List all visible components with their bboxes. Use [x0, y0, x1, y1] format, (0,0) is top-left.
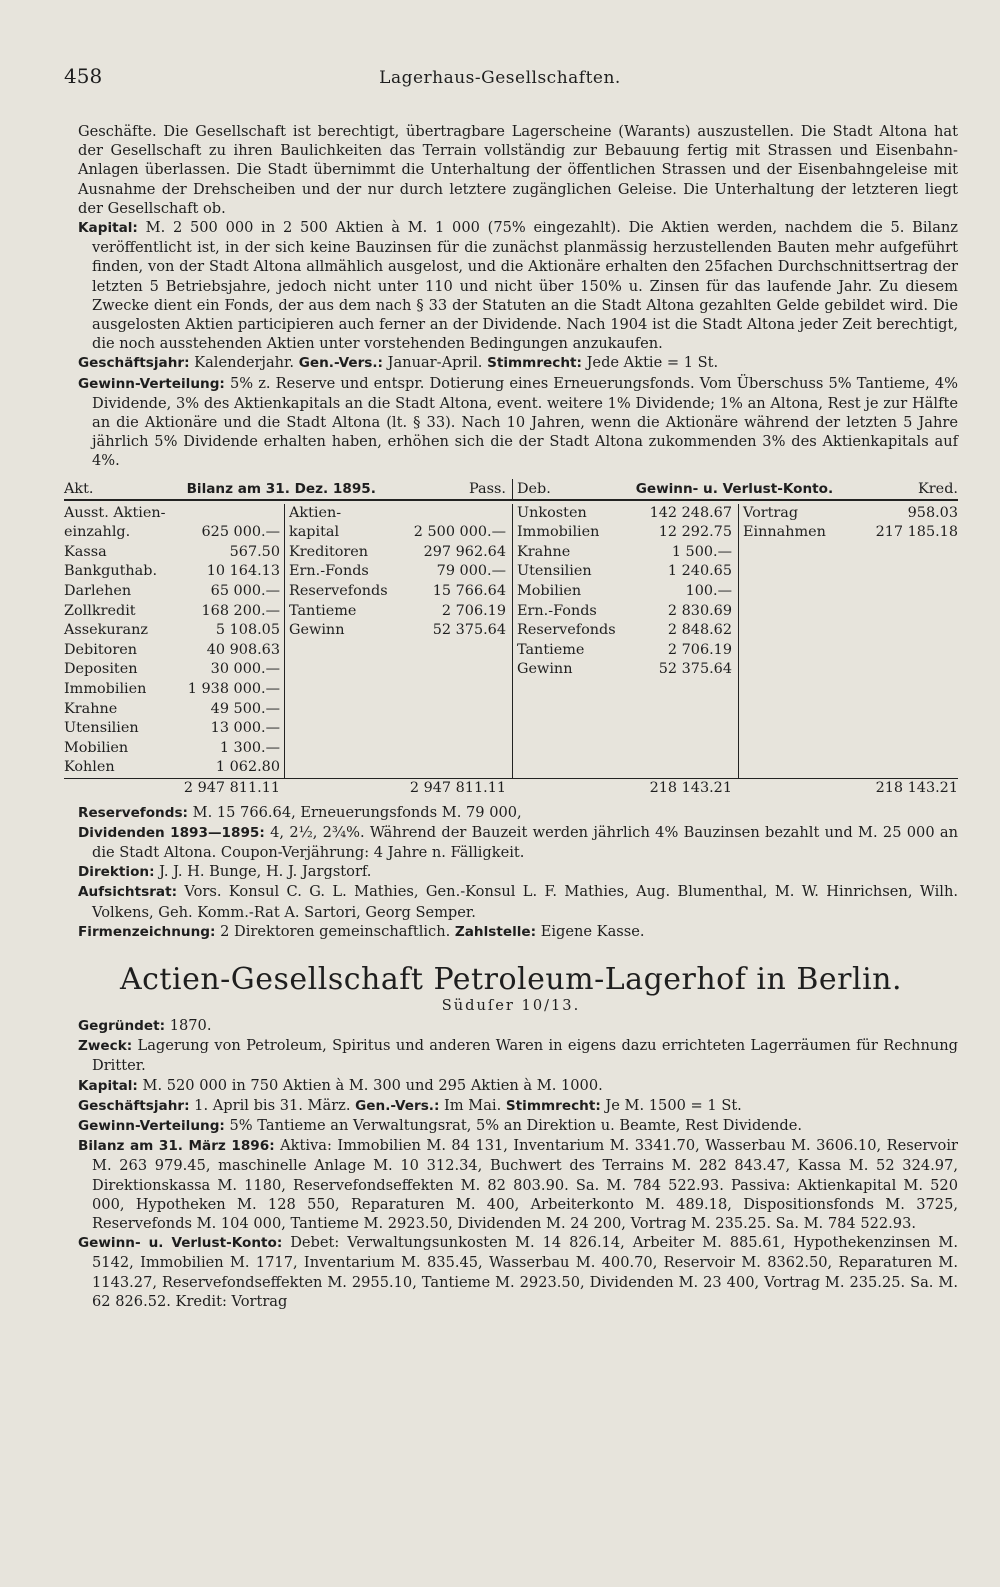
- balance-row: [517, 543, 732, 563]
- gewinn-verteilung-entry-2: [64, 1116, 958, 1136]
- balance-item-label: Ausst. Aktien-: [64, 504, 166, 521]
- balance-table: [64, 479, 958, 799]
- balance-item-amount: 2 830.69: [667, 602, 732, 619]
- kapital-entry-2: [64, 1076, 958, 1096]
- balance-row: [64, 719, 280, 739]
- balance-item-label: Kohlen: [64, 759, 115, 776]
- entry-label: Stimmrecht:: [487, 355, 582, 372]
- entry-text: J. J. H. Bunge, H. J. Jargstorf.: [159, 863, 372, 881]
- balance-row: [64, 739, 280, 759]
- kredit-total: 218 143.21: [738, 778, 958, 799]
- entry-label: Kapital:: [78, 220, 138, 237]
- balance-item-label: Mobilien: [517, 583, 582, 600]
- gv-heading: Gewinn- u. Verlust-Konto.: [635, 480, 834, 497]
- gegruendet-entry: [64, 1016, 958, 1036]
- entry-text: 1870.: [169, 1016, 212, 1034]
- balance-row: [64, 621, 280, 641]
- running-title: Lagerhaus-Gesellschaften.: [379, 68, 621, 88]
- bilanz-heading: Bilanz am 31. Dez. 1895.: [186, 480, 376, 497]
- balance-row: [64, 680, 280, 700]
- balance-item-amount: 52 375.64: [658, 661, 732, 678]
- balance-item-label: Gewinn: [289, 622, 345, 639]
- aufsichtsrat-entry: [64, 882, 958, 921]
- entry-label: Gegründet:: [78, 1017, 166, 1034]
- balance-row: [289, 582, 506, 602]
- balance-item-amount: 2 500 000.—: [413, 524, 506, 541]
- balance-item-amount: 13 000.—: [210, 720, 280, 737]
- geschaeftsjahr-entry-2: [64, 1096, 958, 1116]
- entry-label: Dividenden 1893—1895:: [78, 824, 265, 841]
- balance-row: [64, 700, 280, 720]
- balance-header: [64, 479, 958, 501]
- balance-row: [517, 504, 732, 524]
- balance-row: [64, 562, 280, 582]
- balance-row: [289, 523, 506, 543]
- balance-row: [517, 641, 732, 661]
- page-number: 458: [64, 64, 103, 88]
- entry-label: Gewinn- u. Verlust-Konto:: [78, 1235, 283, 1252]
- gewinn-verteilung-entry: [64, 374, 958, 471]
- balance-item-amount: 2 706.19: [667, 641, 732, 658]
- zweck-entry: [64, 1036, 958, 1075]
- balance-item-amount: 142 248.67: [649, 504, 732, 521]
- entry-text: Lagerung von Petroleum, Spiritus und anderen Waren in eigens dazu errichteten Lagerräumen für Rechnung Dritter.: [92, 1037, 958, 1075]
- balance-row: [64, 543, 280, 563]
- entry-label: Aufsichtsrat:: [78, 884, 177, 901]
- entry-label: Gewinn-Verteilung:: [78, 375, 225, 392]
- entry-text: Im Mai.: [444, 1096, 502, 1114]
- balance-item-amount: 2 706.19: [441, 602, 506, 619]
- balance-item-label: Debitoren: [64, 641, 137, 658]
- balance-item-label: Depositen: [64, 661, 138, 678]
- balance-item-amount: 49 500.—: [210, 700, 280, 717]
- balance-row: [517, 523, 732, 543]
- aktiva-total: 2 947 811.11: [64, 778, 284, 799]
- entry-text: Januar-April.: [387, 354, 483, 372]
- balance-item-label: Aktien-: [289, 504, 342, 521]
- balance-item-amount: 1 300.—: [219, 739, 280, 756]
- balance-item-amount: 40 908.63: [206, 641, 280, 658]
- entry-text: M. 15 766.64, Erneuerungsfonds M. 79 000,: [192, 803, 522, 821]
- balance-item-label: Kassa: [64, 543, 107, 560]
- bilanz-entry: [64, 1136, 958, 1233]
- balance-row: [289, 504, 506, 524]
- kapital-entry: [64, 218, 958, 353]
- entry-label: Gen.-Vers.:: [355, 1097, 440, 1114]
- firmenzeichnung-entry: [64, 922, 958, 942]
- balance-item-amount: 1 938 000.—: [187, 681, 280, 697]
- entry-text: 4, 2½, 2¾%. Während der Bauzeit werden jährlich 4% Bauzinsen bezahlt und M. 25 000 an die Stadt Altona. Coupon-Verjährung: 4 Jahre n. Fälligkeit.: [92, 823, 959, 861]
- balance-item-amount: 1 240.65: [667, 563, 732, 580]
- entry-label: Kapital:: [78, 1077, 138, 1094]
- entry-text: M. 520 000 in 750 Aktien à M. 300 und 295 Aktien à M. 1000.: [142, 1076, 603, 1094]
- balance-item-amount: 168 200.—: [201, 602, 280, 619]
- balance-item-label: Bankguthab.: [64, 563, 158, 580]
- reservefonds-entry: [64, 803, 958, 823]
- balance-item-label: Vortrag: [743, 504, 799, 521]
- passiva-column: [284, 504, 512, 778]
- balance-row: [64, 504, 280, 524]
- entry-text: 2 Direktoren gemeinschaftlich.: [220, 922, 451, 940]
- balance-item-amount: 297 962.64: [423, 543, 506, 560]
- balance-row: [64, 602, 280, 622]
- balance-row: [64, 523, 280, 543]
- balance-item-amount: 5 108.05: [215, 622, 280, 639]
- kredit-heading: Kred.: [918, 480, 958, 497]
- company-title: Actien-Gesellschaft Petroleum-Lagerhof in Berlin.: [119, 961, 903, 997]
- balance-item-label: Kreditoren: [289, 543, 369, 560]
- aktiva-heading: Akt.: [64, 480, 94, 497]
- balance-item-amount: 625 000.—: [201, 524, 280, 541]
- balance-row: [743, 523, 958, 543]
- balance-row: [517, 602, 732, 622]
- balance-item-amount: 1 062.80: [215, 759, 280, 776]
- entry-text: Jede Aktie = 1 St.: [586, 354, 719, 372]
- balance-item-label: Tantieme: [289, 602, 357, 619]
- balance-item-label: Mobilien: [64, 739, 129, 756]
- balance-item-label: Krahne: [64, 700, 118, 717]
- balance-item-amount: 217 185.18: [875, 524, 958, 541]
- balance-item-label: Darlehen: [64, 583, 132, 600]
- passiva-total: 2 947 811.11: [284, 778, 512, 799]
- balance-item-label: Utensilien: [64, 720, 139, 737]
- entry-label: Bilanz am 31. März 1896:: [78, 1138, 275, 1155]
- aktiva-column: [64, 504, 284, 778]
- entry-label: Geschäftsjahr:: [78, 1097, 190, 1114]
- entry-label: Zahlstelle:: [454, 923, 537, 940]
- balance-row: [64, 660, 280, 680]
- balance-item-amount: 65 000.—: [210, 583, 280, 600]
- balance-item-label: Einnahmen: [743, 524, 826, 541]
- balance-item-label: Immobilien: [64, 681, 147, 697]
- balance-item-amount: 79 000.—: [436, 563, 506, 580]
- entry-label: Zweck:: [78, 1038, 133, 1055]
- balance-item-amount: 10 164.13: [206, 563, 280, 580]
- balance-item-amount: 100.—: [685, 583, 732, 600]
- balance-totals: [64, 778, 958, 799]
- balance-row: [289, 602, 506, 622]
- kredit-column: [738, 504, 958, 778]
- entry-label: Reservefonds:: [78, 804, 188, 821]
- debet-total: 218 143.21: [512, 778, 738, 799]
- entry-text: Eigene Kasse.: [540, 922, 645, 940]
- entry-text: Kalenderjahr.: [194, 354, 295, 372]
- entry-label: Stimmrecht:: [505, 1097, 601, 1114]
- balance-item-label: Ern.-Fonds: [517, 602, 597, 619]
- balance-item-amount: 12 292.75: [658, 524, 732, 541]
- balance-item-label: Zollkredit: [64, 602, 136, 619]
- debet-heading: Deb.: [517, 480, 551, 497]
- entry-text: Debet: Verwaltungsunkosten M. 14 826.14, Arbeiter M. 885.61, Hypothekenzinsen M. 5142, Immobilien M. 1717, Inventarium M. 835.45, Wasserbau M. 400.70, Reservoir M. 8362.50, Reparaturen M. 1143.27, Reservefondseffekten M. 2955.10, Tantieme M. 2923.50, Dividenden M. 23 400, Vortrag M. 235.25. Sa. M. 62 826.52. Kredit: Vortrag: [92, 1234, 958, 1310]
- balance-row: [743, 504, 958, 524]
- entry-label: Geschäftsjahr:: [78, 355, 190, 372]
- entry-text: Vors. Konsul C. G. L. Mathies, Gen.-Konsul L. F. Mathies, Aug. Blumenthal, M. W. Hinrichsen, Wilh. Volkens, Geh. Komm.-Rat A. Sartori, Georg Semper.: [92, 883, 958, 921]
- balance-row: [289, 543, 506, 563]
- balance-item-label: Immobilien: [517, 524, 600, 541]
- balance-row: [289, 562, 506, 582]
- balance-row: [517, 582, 732, 602]
- balance-item-label: Krahne: [517, 543, 571, 560]
- company-address: Süduſer 10/13.: [441, 996, 581, 1014]
- entry-label: Gen.-Vers.:: [298, 355, 383, 372]
- entry-text: M. 2 500 000 in 2 500 Aktien à M. 1 000 (75% eingezahlt). Die Aktien werden, nachdem die 5. Bilanz veröffentlicht ist, in der sich keine Bauzinsen für die zunächst planmässig herzustellenden Bauten mehr aufgeführt finden, von der Stadt Altona allmählich ausgelost, und die Aktionäre erhalten den 25fachen Durchschnittsertrag der letzten 5 Betriebsjahre, jedoch nicht unter 110 und nicht über 150% u. Zinsen für das laufende Jahr. Zu diesem Zwecke dient ein Fonds, der aus dem nach § 33 der Statuten an die Stadt Altona gezahlten Gelde gebildet wird. Die ausgelosten Aktien participieren auch ferner an der Dividende. Nach 1904 ist die Stadt Altona jeder Zeit berechtigt, die noch ausstehenden Aktien unter vorstehenden Bedingungen anzukaufen.: [92, 219, 958, 353]
- dividenden-entry: [64, 823, 958, 862]
- balance-item-amount: 52 375.64: [432, 622, 506, 639]
- balance-item-amount: 958.03: [907, 504, 958, 521]
- entry-text: 1. April bis 31. März.: [194, 1096, 351, 1114]
- balance-row: [289, 621, 506, 641]
- debet-column: [512, 504, 738, 778]
- balance-item-label: Reservefonds: [289, 583, 388, 600]
- balance-row: [517, 562, 732, 582]
- balance-item-amount: 2 848.62: [667, 622, 732, 639]
- intro-paragraph: Geschäfte. Die Gesellschaft ist berechtigt, übertragbare Lagerscheine (Warants) auszustellen. Die Stadt Altona hat der Gesellschaft zu ihren Baulichkeiten das Terrain vollständig zur Bebauung fertig mit Strassen und Eisenbahn-Anlagen überlassen. Die Stadt übernimmt die Unterhaltung der öffentlichen Strassen und der Eisenbahngeleise mit Ausnahme der Drehscheiben und der nur durch letztere zugänglichen Geleise. Die Unterhaltung der letzteren liegt der Gesellschaft ob.: [78, 123, 958, 217]
- direktion-entry: [64, 862, 958, 882]
- balance-row: [64, 758, 280, 778]
- balance-row: [517, 660, 732, 680]
- passiva-heading: Pass.: [469, 480, 506, 497]
- entry-text: 5% z. Reserve und entspr. Dotierung eines Erneuerungsfonds. Vom Überschuss 5% Tantieme, 4% Dividende, 3% des Aktienkapitals an die Stadt Altona, event. weitere 1% Dividende; 1% an Altona, Rest je zur Hälfte an die Aktionäre und die Stadt Altona (lt. § 33). Nach 10 Jahren, wenn die Aktionäre während der letzten 5 Jahre jährlich 5% Dividende erhalten haben, erhöhen sich die der Stadt Altona zukommenden 3% des Aktienkapitals auf 4%.: [92, 374, 958, 470]
- balance-item-label: Utensilien: [517, 563, 592, 580]
- balance-item-amount: 15 766.64: [432, 583, 506, 600]
- balance-row: [64, 582, 280, 602]
- balance-item-amount: 1 500.—: [671, 543, 732, 560]
- balance-item-amount: 567.50: [229, 543, 280, 560]
- balance-item-label: Reservefonds: [517, 622, 616, 639]
- entry-label: Direktion:: [78, 864, 155, 881]
- entry-text: Aktiva: Immobilien M. 84 131, Inventarium M. 3341.70, Wasserbau M. 3606.10, Reservoir M. 263 979.45, maschinelle Anlage M. 10 312.34, Buchwert des Terrains M. 282 843.47, Kassa M. 52 324.97, Direktionskassa M. 1180, Reservefondseffekten M. 82 803.90. Sa. M. 784 522.93. Passiva: Aktienkapital M. 520 000, Hypotheken M. 128 550, Reparaturen M. 400, Arbeiterkonto M. 489.18, Dispositionsfonds M. 3725, Reservefonds M. 104 000, Tantieme M. 2923.50, Dividenden M. 24 200, Vortrag M. 235.25. Sa. M. 784 522.93.: [92, 1137, 958, 1233]
- balance-item-label: Tantieme: [517, 641, 585, 658]
- gv-konto-entry: [64, 1233, 958, 1311]
- balance-item-label: Assekuranz: [64, 622, 148, 639]
- entry-label: Firmenzeichnung:: [78, 923, 216, 940]
- balance-item-label: Ern.-Fonds: [289, 563, 369, 580]
- entry-label: Gewinn-Verteilung:: [78, 1118, 225, 1134]
- entry-text: 5% Tantieme an Verwaltungsrat, 5% an Direktion u. Beamte, Rest Dividende.: [229, 1117, 802, 1134]
- balance-row: [64, 641, 280, 661]
- balance-item-amount: 30 000.—: [210, 661, 280, 678]
- balance-item-label: Gewinn: [517, 661, 573, 678]
- geschaeftsjahr-entry: [64, 353, 958, 373]
- balance-row: [517, 621, 732, 641]
- balance-item-label: einzahlg.: [64, 524, 131, 541]
- balance-item-label: kapital: [289, 524, 340, 541]
- entry-text: Je M. 1500 = 1 St.: [605, 1096, 742, 1114]
- balance-item-label: Unkosten: [517, 504, 587, 521]
